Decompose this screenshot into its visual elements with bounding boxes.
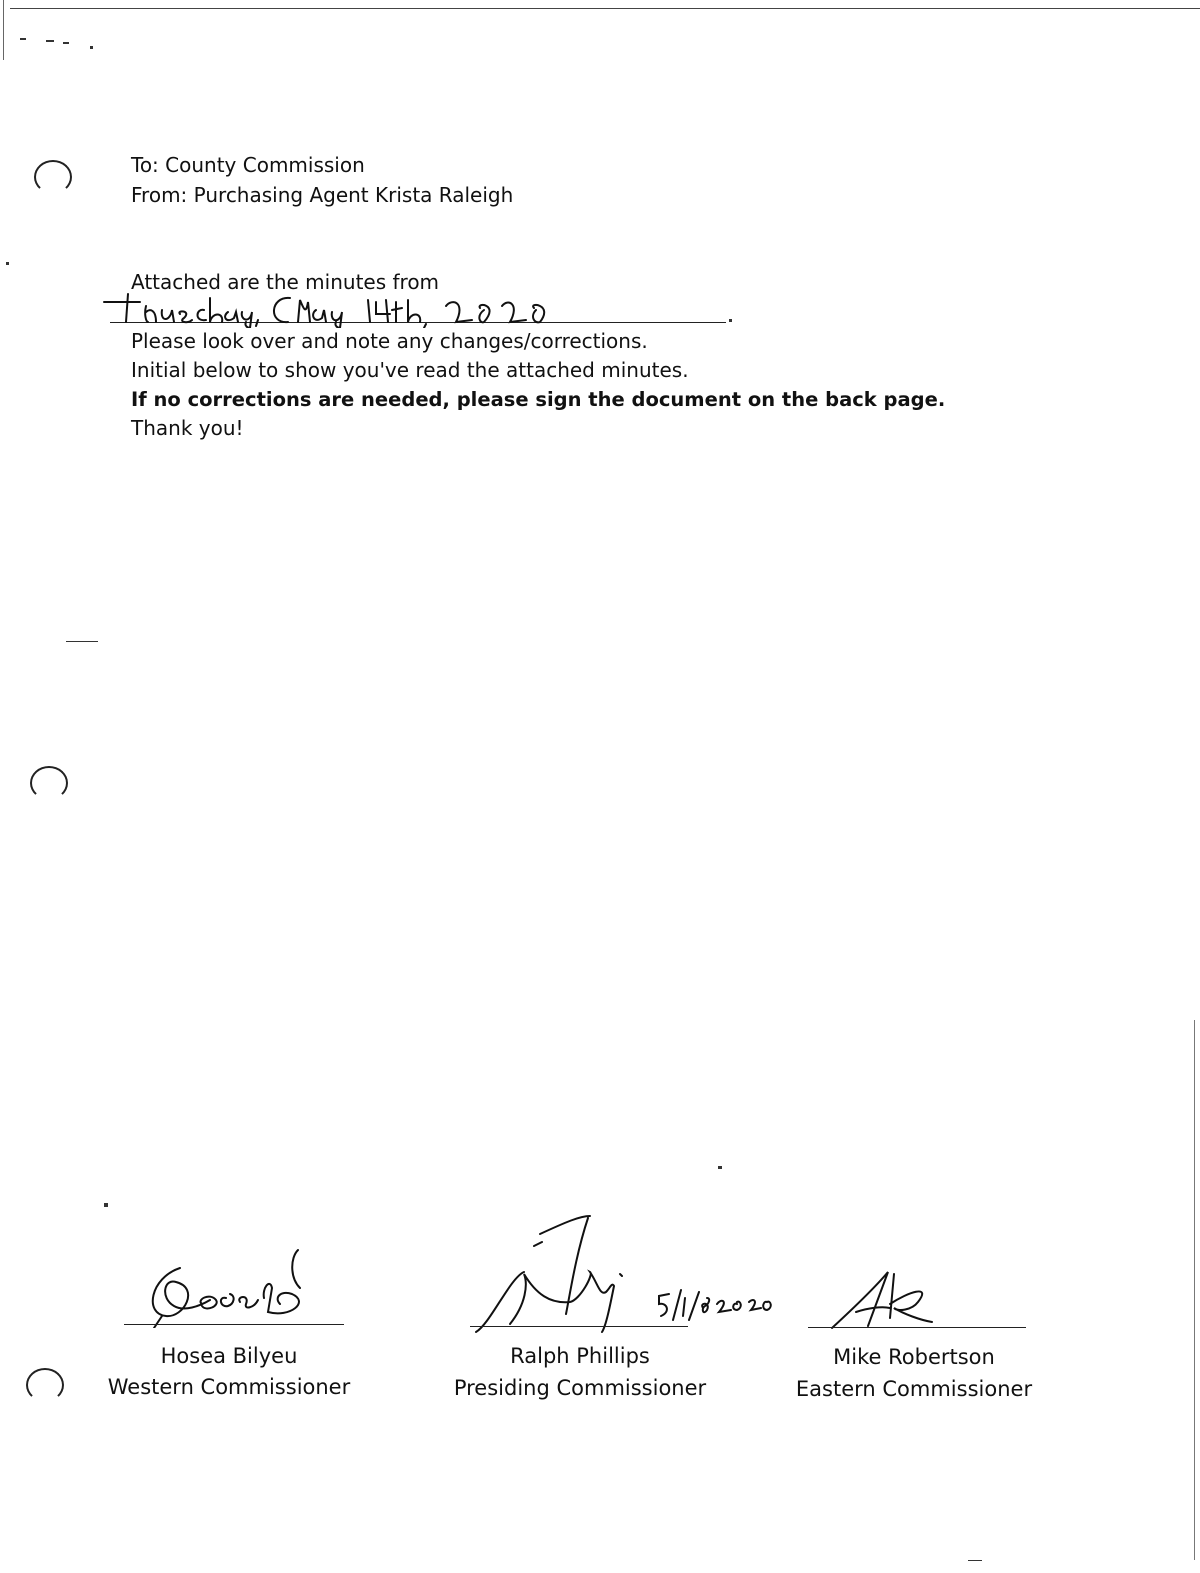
signer-title-eastern: Eastern Commissioner: [795, 1377, 1033, 1401]
memo-initial-below: Initial below to show you've read the attached minutes.: [131, 358, 689, 382]
binder-hole-bottom: [26, 1368, 64, 1402]
memo-bold-instruction: If no corrections are needed, please sign the document on the back page.: [131, 388, 946, 411]
signature-line-western: [124, 1324, 344, 1325]
signature-hosea-bilyeu: [140, 1248, 320, 1328]
scan-speck: [20, 38, 26, 40]
scan-speck: [718, 1166, 722, 1169]
scan-speck: [6, 262, 9, 265]
scan-speck: [66, 641, 98, 642]
signature-line-eastern: [808, 1327, 1026, 1328]
handwritten-date-ralph: [655, 1288, 775, 1322]
signer-name-western: Hosea Bilyeu: [160, 1344, 298, 1368]
signer-name-eastern: Mike Robertson: [833, 1345, 995, 1369]
scan-top-edge: [10, 8, 1200, 9]
signer-name-presiding: Ralph Phillips: [510, 1344, 650, 1368]
date-line-period: [729, 319, 732, 322]
signature-ralph-phillips: [470, 1214, 670, 1336]
scan-speck: [90, 46, 93, 49]
scan-left-edge: [3, 0, 4, 60]
handwritten-meeting-date: [100, 282, 570, 328]
signature-line-presiding: [470, 1326, 688, 1327]
scan-right-edge: [1194, 1020, 1195, 1560]
scan-speck: [46, 40, 54, 42]
memo-from: From: Purchasing Agent Krista Raleigh: [131, 183, 514, 207]
signer-title-presiding: Presiding Commissioner: [453, 1376, 707, 1400]
scan-speck: [968, 1560, 982, 1561]
binder-hole-top: [34, 160, 72, 194]
memo-to: To: County Commission: [131, 153, 365, 177]
signature-mike-robertson: [828, 1268, 938, 1332]
memo-attached: Attached are the minutes from: [131, 270, 440, 294]
binder-hole-middle: [30, 766, 68, 800]
signer-title-western: Western Commissioner: [107, 1375, 351, 1399]
scan-speck: [63, 42, 69, 44]
memo-please-look: Please look over and note any changes/corrections.: [131, 329, 648, 353]
scan-speck: [104, 1203, 108, 1207]
memo-thank-you: Thank you!: [131, 416, 244, 440]
